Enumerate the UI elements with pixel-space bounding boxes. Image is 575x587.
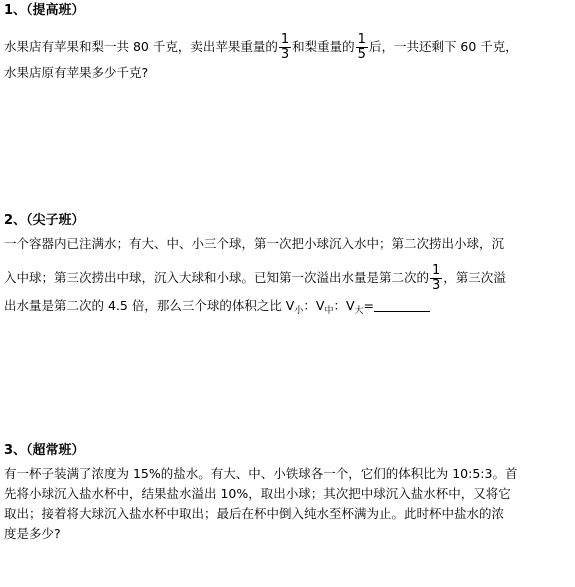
problem-1-text-b: 和梨重量的 [292,39,355,54]
problem-1-text-a: 水果店有苹果和梨一共 80 千克，卖出苹果重量的 [4,39,278,54]
problem-2-text-f: = [363,298,375,313]
problem-2-heading: 2、（尖子班） [4,213,85,228]
fraction-denominator: 3 [280,47,290,62]
problem-2-text-a: 入中球；第三次捞出中球，沉入大球和小球。已知第一次溢出水量是第二次的 [4,270,430,285]
problem-1-line-1 [4,33,518,62]
fraction-one-third [279,33,291,62]
fraction-one-fifth [356,33,368,62]
answer-blank [374,299,430,312]
fraction-numerator: 1 [432,263,441,278]
problem-3-line-3: 取出；接着将大球沉入盐水杯中取出；最后在杯中倒入纯水至杯满为止。此时杯中盐水的浓 [4,506,505,521]
fraction-denominator: 3 [432,278,441,293]
problem-3-line-1: 有一杯子装满了浓度为 15%的盐水。有大、中、小铁球各一个，它们的体积比为 10:5:3。首 [4,466,518,481]
problem-2-line-3 [4,297,430,320]
subscript-large: 大 [354,306,364,316]
problem-1-line-2: 水果店原有苹果多少千克? [4,65,149,80]
fraction-numerator: 1 [280,32,290,47]
problem-2-line-2 [4,264,506,293]
problem-2-text-e: ：V [333,298,355,313]
fraction-numerator: 1 [357,32,366,47]
problem-2-text-d: ：V [303,298,325,313]
subscript-medium: 中 [324,306,334,316]
subscript-small: 小 [294,306,304,316]
fraction-denominator: 5 [357,47,366,62]
problem-2-line-1: 一个容器内已注满水；有大、中、小三个球，第一次把小球沉入水中；第二次捞出小球，沉 [4,236,505,251]
problem-1-text-c: 后，一共还剩下 60 千克， [368,39,518,54]
problem-2-text-b: ，第三次溢 [443,270,506,285]
problem-2-text-c: 出水量是第二次的 4.5 倍，那么三个球的体积之比 V [4,298,295,313]
problem-1-heading: 1、（提高班） [4,3,85,18]
problem-3-heading: 3、（超常班） [4,443,85,458]
problem-3-line-4: 度是多少? [4,526,61,541]
problem-3-line-2: 先将小球沉入盐水杯中，结果盐水溢出 10%，取出小球；其次把中球沉入盐水杯中，又将它 [4,486,511,501]
fraction-one-third [430,264,442,293]
